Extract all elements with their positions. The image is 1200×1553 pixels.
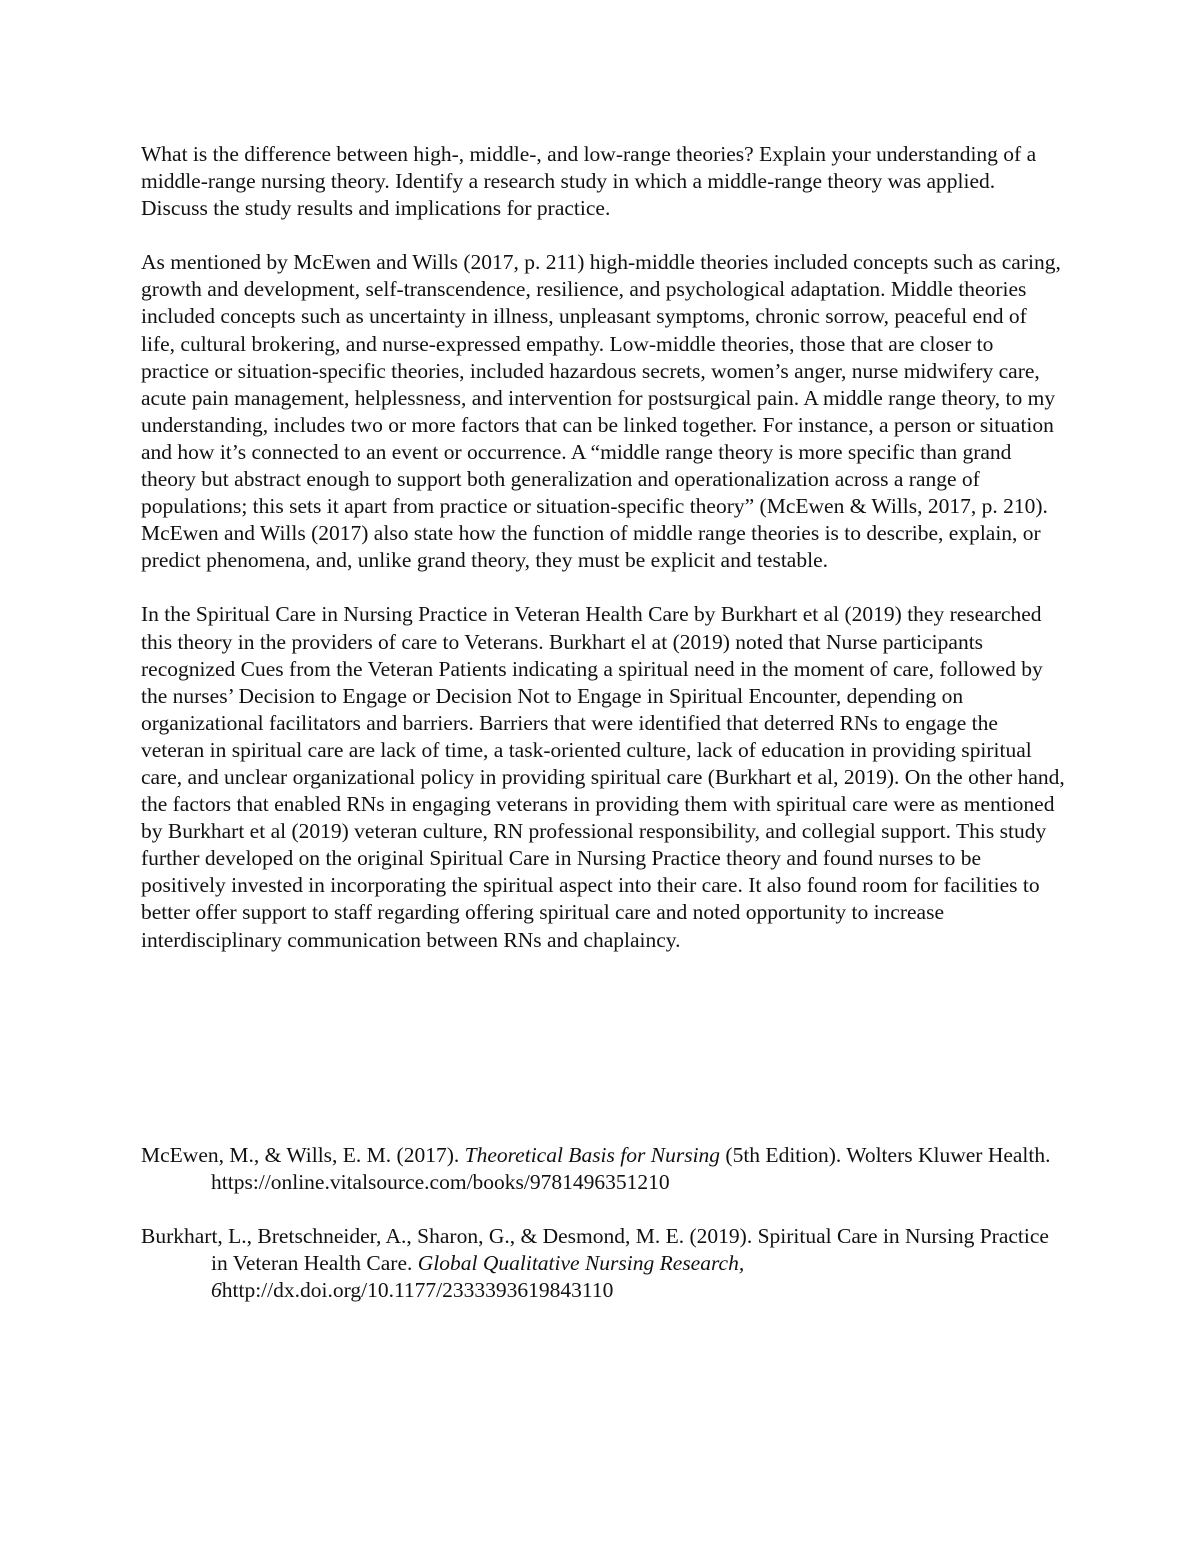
reference-burkhart bbox=[141, 1223, 1066, 1304]
reference-list bbox=[141, 1142, 1066, 1331]
reference-burkhart-journal: Global Qualitative Nursing Research, 6 bbox=[211, 1251, 745, 1303]
document-body bbox=[141, 141, 1066, 981]
research-study-paragraph: In the Spiritual Care in Nursing Practice in Veteran Health Care by Burkhart et al (2019) they researched this theory in the providers of care to Veterans. Burkhart el at (2019) noted that Nurse participants recognized Cues from the Veteran Patients indicating a spiritual need in the moment of care, followed by the nurses’ Decision to Engage or Decision Not to Engage in Spiritual Encounter, depending on organizational facilitators and barriers. Barriers that were identified that deterred RNs to engage the veteran in spiritual care are lack of time, a task-oriented culture, lack of education in providing spiritual care, and unclear organizational policy in providing spiritual care (Burkhart et al, 2019). On the other hand, the factors that enabled RNs in engaging veterans in providing them with spiritual care were as mentioned by Burkhart et al (2019) veteran culture, RN professional responsibility, and collegial support. This study further developed on the original Spiritual Care in Nursing Practice theory and found nurses to be positively invested in incorporating the spiritual aspect into their care. It also found room for facilities to better offer support to staff regarding offering spiritual care and noted opportunity to increase interdisciplinary communication between RNs and chaplaincy. bbox=[141, 602, 1065, 952]
reference-mcewen-authors: McEwen, M., & Wills, E. M. (2017). bbox=[141, 1143, 465, 1167]
reference-burkhart-doi: http://dx.doi.org/10.1177/2333393619843110 bbox=[221, 1278, 614, 1303]
theory-ranges-paragraph: As mentioned by McEwen and Wills (2017, p. 211) high-middle theories included concepts such as caring, growth and development, self-transcendence, resilience, and psychological adaptation. Middle theories included concepts such as uncertainty in illness, unpleasant symptoms, chronic sorrow, peaceful end of life, cultural brokering, and nurse-expressed empathy. Low-middle theories, those that are closer to practice or situation-specific theories, included hazardous secrets, women’s anger, nurse midwifery care, acute pain management, helplessness, and intervention for postsurgical pain. A middle range theory, to my understanding, includes two or more factors that can be linked together. For instance, a person or situation and how it’s connected to an event or occurrence. A “middle range theory is more specific than grand theory but abstract enough to support both generalization and operationalization across a range of populations; this sets it apart from practice or situation-specific theory” (McEwen & Wills, 2017, p. 210). McEwen and Wills (2017) also state how the function of middle range theories is to describe, explain, or predict phenomena, and, unlike grand theory, they must be explicit and testable. bbox=[141, 250, 1061, 573]
reference-mcewen bbox=[141, 1142, 1066, 1196]
reference-mcewen-title: Theoretical Basis for Nursing bbox=[464, 1143, 721, 1167]
reference-burkhart-authors: Burkhart, L., Bretschneider, A., Sharon, G., & Desmond, M. E. (2019). Spiritual Care in Nursing Practice in Veteran Health Care. bbox=[141, 1224, 1049, 1276]
question-paragraph: What is the difference between high-, middle-, and low-range theories? Explain your understanding of a middle-range nursing theory. Identify a research study in which a middle-range theory was applied. Discuss the study results and implications for practice. bbox=[141, 142, 1037, 221]
reference-mcewen-source: (5th Edition). Wolters Kluwer Health. https://online.vitalsource.com/books/9781496351210 bbox=[211, 1143, 1051, 1195]
